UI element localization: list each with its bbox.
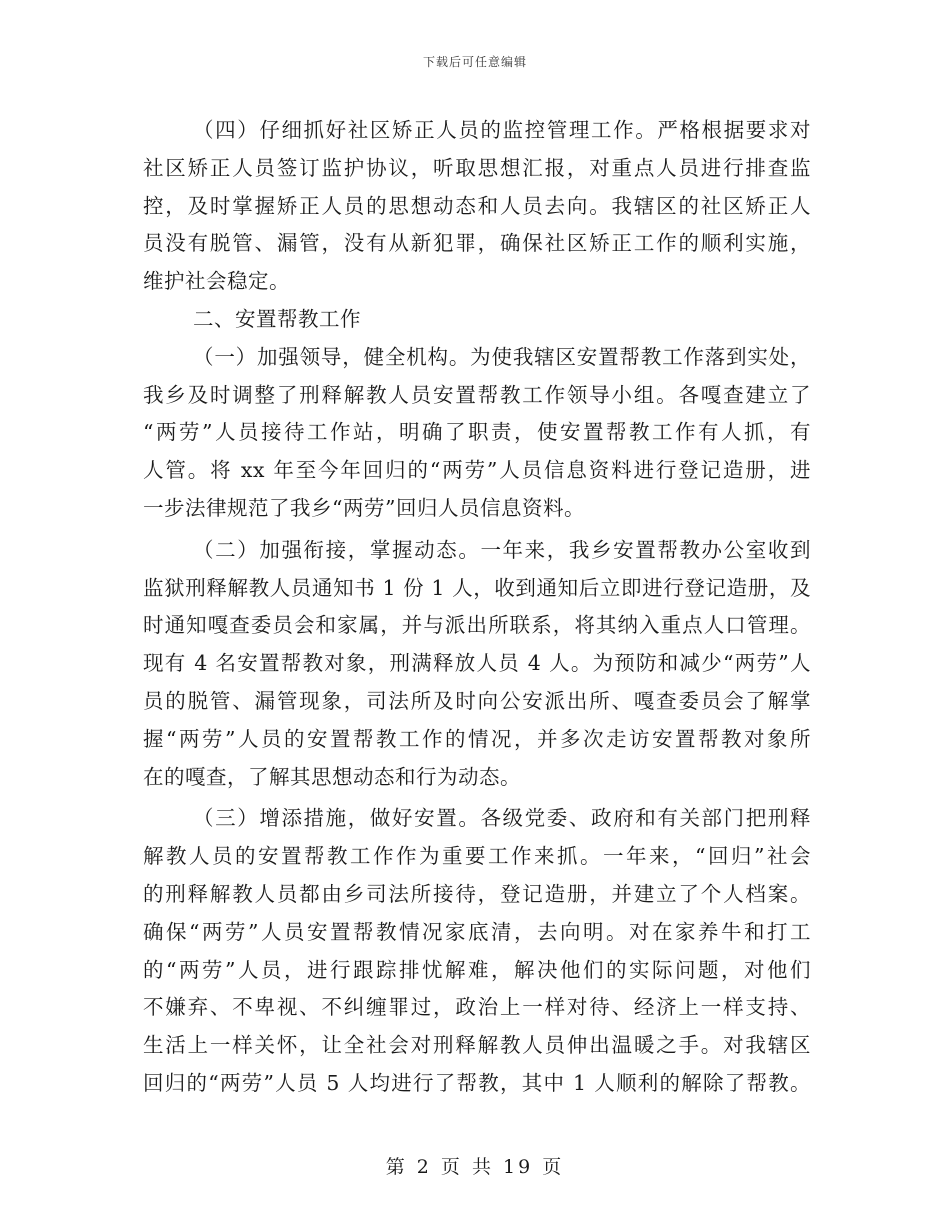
- paragraph-subsection-2: [143, 532, 811, 797]
- paragraph-line: 时通知嘎查委员会和家属，并与派出所联系，将其纳入重点人口管理。: [143, 613, 811, 638]
- paragraph-section-4: [143, 112, 811, 301]
- paragraph-line: 握“两劳”人员的安置帮教工作的情况，并多次走访安置帮教对象所: [143, 726, 811, 751]
- paragraph-line: （四）仔细抓好社区矫正人员的监控管理工作。严格根据要求对: [193, 118, 811, 142]
- paragraph-line: 维护社会稳定。: [143, 269, 290, 294]
- paragraph-line: 解教人员的安置帮教工作作为重要工作来抓。一年来，“回归”社会: [143, 844, 811, 869]
- paragraph-line: 回归的“两劳”人员 5 人均进行了帮教，其中 1 人顺利的解除了帮教。: [143, 1070, 811, 1095]
- paragraph-line: （三）增添措施，做好安置。各级党委、政府和有关部门把刑释: [193, 806, 811, 831]
- paragraph-line: 的刑释解教人员都由乡司法所接待，登记造册，并建立了个人档案。: [143, 881, 811, 906]
- paragraph-line: （二）加强衔接，掌握动态。一年来，我乡安置帮教办公室收到: [193, 537, 811, 562]
- paragraph-line: 的“两劳”人员，进行跟踪排忧解难，解决他们的实际问题，对他们: [143, 957, 811, 982]
- paragraph-subsection-1: [143, 339, 811, 528]
- page-header: 下载后可任意编辑: [422, 55, 527, 69]
- paragraph-line: 员没有脱管、漏管，没有从新犯罪，确保社区矫正工作的顺利实施，: [143, 231, 811, 256]
- paragraph-line: 在的嘎查，了解其思想动态和行为动态。: [143, 764, 521, 789]
- paragraph-line: （一）加强领导，健全机构。为使我辖区安置帮教工作落到实处，: [193, 344, 811, 369]
- section-heading-text: 二、安置帮教工作: [193, 306, 361, 331]
- paragraph-line: 社区矫正人员签订监护协议，听取思想汇报，对重点人员进行排查监: [143, 155, 811, 180]
- paragraph-line: 员的脱管、漏管现象，司法所及时向公安派出所、嘎查委员会了解掌: [143, 688, 811, 713]
- document-body: [143, 112, 811, 1103]
- page-number-footer: 第 2 页 共 19 页: [385, 1156, 565, 1178]
- paragraph-line: 监狱刑释解教人员通知书 1 份 1 人，收到通知后立即进行登记造册，及: [143, 575, 811, 600]
- paragraph-line: 确保“两劳”人员安置帮教情况家底清，去向明。对在家养牛和打工: [143, 919, 811, 944]
- section-heading: [143, 301, 811, 339]
- paragraph-line: 一步法律规范了我乡“两劳”回归人员信息资料。: [143, 495, 585, 520]
- paragraph-line: 生活上一样关怀，让全社会对刑释解教人员伸出温暖之手。对我辖区: [143, 1033, 811, 1058]
- paragraph-line: 人管。将 xx 年至今年回归的“两劳”人员信息资料进行登记造册，进: [143, 458, 811, 483]
- paragraph-subsection-3: [143, 800, 811, 1102]
- paragraph-line: 现有 4 名安置帮教对象，刑满释放人员 4 人。为预防和减少“两劳”人: [143, 651, 811, 676]
- paragraph-line: 不嫌弃、不卑视、不纠缠罪过，政治上一样对待、经济上一样支持、: [143, 995, 811, 1020]
- paragraph-line: 我乡及时调整了刑释解教人员安置帮教工作领导小组。各嘎查建立了: [143, 382, 811, 407]
- paragraph-line: 控，及时掌握矫正人员的思想动态和人员去向。我辖区的社区矫正人: [143, 193, 811, 218]
- paragraph-line: “两劳”人员接待工作站，明确了职责，使安置帮教工作有人抓，有: [143, 420, 811, 445]
